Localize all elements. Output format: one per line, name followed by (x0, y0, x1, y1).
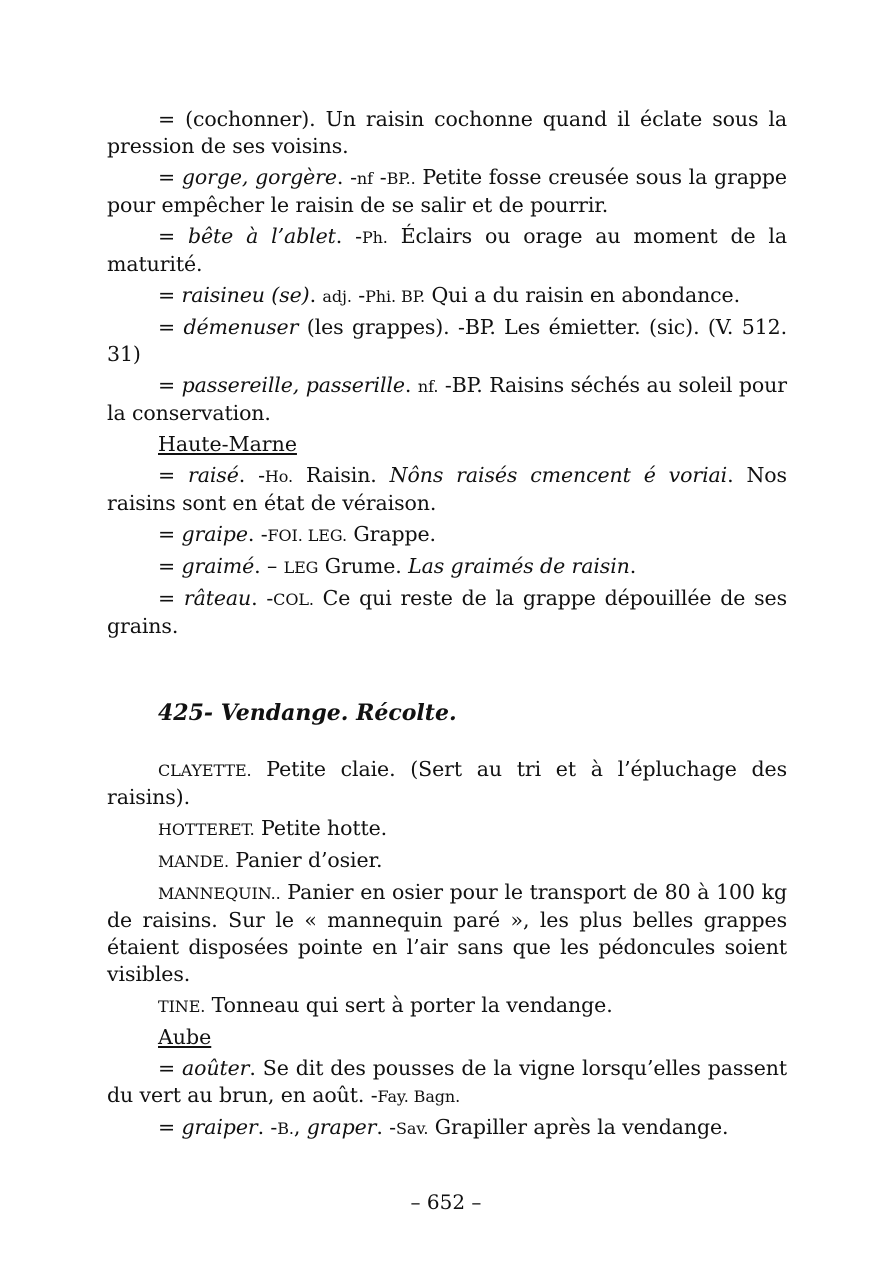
entry-abbrev: TINE. (158, 997, 206, 1016)
entry-term: Nôns raisés cmencent é voriai (389, 463, 728, 487)
entry-text: Panier en osier pour le transport de 80 à 100 kg de raisins. Sur le « mannequin paré », les plus belles grappes étaient disposées pointe en l’air sans que les pédoncules soient visibles. (107, 880, 787, 986)
entry-paragraph (107, 815, 787, 843)
entry-text: = (158, 165, 182, 189)
entry-paragraph (107, 879, 787, 988)
entry-text: = (158, 315, 184, 339)
entry-paragraph (107, 847, 787, 875)
entry-paragraph (107, 462, 787, 517)
entry-text: = (158, 373, 182, 397)
entry-text: Petite claie. (Sert au tri et à l’épluchage des raisins). (107, 757, 787, 809)
entry-text: = (158, 283, 182, 307)
entry-text: = (158, 463, 189, 487)
entry-text: Petite hotte. (254, 816, 388, 840)
entry-paragraph (107, 282, 787, 310)
entry-term: Las graimés de raisin (408, 554, 630, 578)
entry-text: = (158, 554, 182, 578)
entry-term: passereille, passerille (181, 373, 405, 397)
entry-text: - (372, 165, 387, 189)
entry-abbrev: B. (277, 1119, 294, 1138)
entries-haute-marne (107, 462, 787, 640)
entry-text: = (158, 522, 182, 546)
entry-abbrev: HOTTERET. (158, 820, 255, 839)
entry-text: Grapiller après la vendange. (428, 1115, 729, 1139)
entry-text: . Nos raisins sont en état de véraison. (107, 463, 787, 515)
entry-abbrev: Ho. (264, 467, 294, 486)
entry-paragraph (107, 372, 787, 427)
entry-text: = (158, 586, 184, 610)
entry-abbrev: Ph. (361, 228, 388, 247)
entry-term: raisineu (se) (181, 283, 310, 307)
entry-abbrev: Fay. Bagn. (377, 1087, 461, 1106)
entry-term: gorge, gorgère (181, 165, 337, 189)
entry-abbrev: FOI. LEG. (267, 526, 347, 545)
entry-text: Grume. (318, 554, 409, 578)
entry-text: Ce qui reste de la grappe dépouillée de ses grains. (107, 586, 787, 638)
entry-abbrev: CLAYETTE. (158, 761, 252, 780)
entry-text: Tonneau qui sert à porter la vendange. (205, 993, 613, 1017)
entry-text: Raisin. (293, 463, 390, 487)
entry-term: graipe (181, 522, 248, 546)
entry-paragraph (107, 585, 787, 640)
region-aube: Aube (158, 1025, 212, 1049)
entry-paragraph (107, 106, 787, 160)
entry-text: , (293, 1115, 307, 1139)
entry-term: bête à l’ablet (187, 224, 336, 248)
entry-text: . - (336, 165, 357, 189)
entry-text: Petite fosse creusée sous la grappe pour empêcher le raisin de se salir et de pourrir. (107, 165, 787, 217)
entry-text: . (404, 373, 418, 397)
entry-text: . - (251, 586, 274, 610)
entry-text: Grappe. (346, 522, 436, 546)
entry-text: . Se dit des pousses de la vigne lorsqu’elles passent du vert au brun, en août. - (107, 1056, 787, 1107)
entry-abbrev: adj. (322, 287, 352, 306)
page-content (107, 106, 787, 1146)
section-heading: 425- Vendange. Récolte. (158, 700, 457, 726)
entry-abbrev: BP.. (386, 169, 416, 188)
entry-term: graiper (181, 1115, 258, 1139)
entry-text: . (629, 554, 637, 578)
entry-text: = (158, 1056, 183, 1080)
entry-text: . - (238, 463, 265, 487)
entries-section (107, 756, 787, 1020)
entry-text: = (158, 224, 188, 248)
entry-text: . - (247, 522, 268, 546)
entry-paragraph (107, 1055, 787, 1110)
entry-term: graimé (181, 554, 255, 578)
entry-paragraph (107, 756, 787, 811)
entry-text: . - (376, 1115, 397, 1139)
page-number: – 652 – (410, 1190, 482, 1214)
entry-text: . (309, 283, 323, 307)
entry-term: démenuser (183, 315, 299, 339)
entry-abbrev: Phi. BP. (365, 287, 426, 306)
entry-paragraph (107, 1114, 787, 1142)
entry-text: Qui a du raisin en abondance. (425, 283, 741, 307)
entry-paragraph (107, 553, 787, 581)
entry-text: Éclairs ou orage au moment de la maturité. (107, 224, 787, 276)
entry-paragraph (107, 521, 787, 549)
entry-abbrev: Sav. (396, 1119, 429, 1138)
entry-text: - (351, 283, 366, 307)
region-haute-marne: Haute-Marne (158, 432, 297, 456)
entry-abbrev: nf (356, 169, 373, 188)
entry-paragraph (107, 164, 787, 219)
entry-text: . – (254, 554, 284, 578)
entry-term: aoûter (182, 1056, 250, 1080)
entry-paragraph (107, 992, 787, 1020)
entry-term: raisé (188, 463, 239, 487)
entry-term: graper (306, 1115, 377, 1139)
entry-abbrev: COL. (273, 590, 314, 609)
entry-abbrev: MANDE. (158, 852, 229, 871)
entry-text: -BP. Raisins séchés au soleil pour la conservation. (107, 373, 787, 425)
entries-aube (107, 1055, 787, 1142)
entry-term: râteau (183, 586, 252, 610)
entry-text: . - (257, 1115, 278, 1139)
entry-paragraph (107, 223, 787, 278)
entry-abbrev: MANNEQUIN.. (158, 884, 281, 903)
entry-text: . - (335, 224, 362, 248)
entry-abbrev: LEG (283, 558, 319, 577)
entry-text: = (cochonner). Un raisin cochonne quand il éclate sous la pression de ses voisins. (107, 107, 787, 158)
entries-top (107, 106, 787, 427)
entry-text: = (158, 1115, 182, 1139)
entry-text: Panier d’osier. (228, 848, 383, 872)
entry-abbrev: nf. (417, 377, 439, 396)
entry-paragraph (107, 314, 787, 368)
entry-text: (les grappes). -BP. Les émietter. (sic). (V. 512. 31) (107, 315, 787, 366)
